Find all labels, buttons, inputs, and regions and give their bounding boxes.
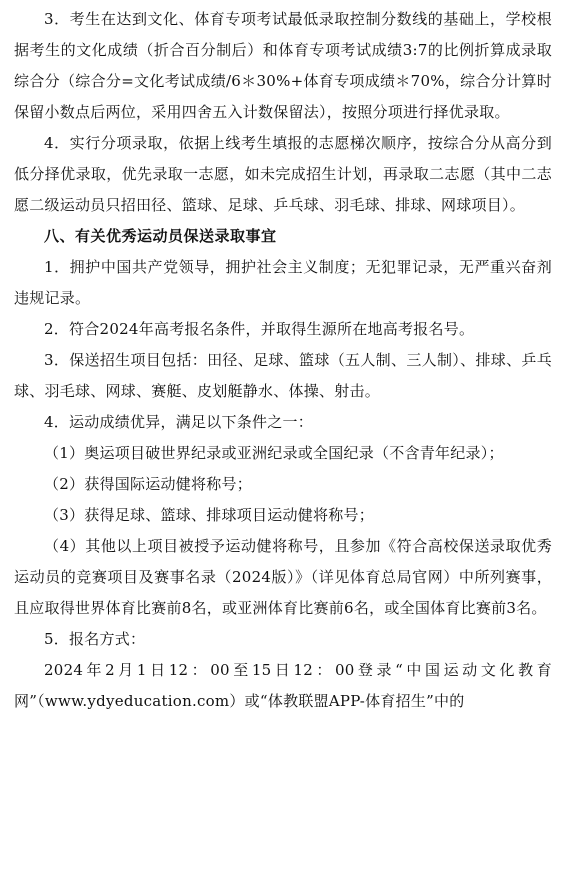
paragraph-political-requirement: 1．拥护中国共产党领导，拥护社会主义制度；无犯罪记录，无严重兴奋剂违规记录。 xyxy=(14,258,552,307)
paragraph-admission-score-rule: 3．考生在达到文化、体育专项考试最低录取控制分数线的基础上，学校根据考生的文化成绩（折合百分制后）和体育专项考试成绩3:7的比例折算成录取综合分（综合分=文化考试成绩/6＊30%+体育专项成绩＊70%，综合分计算时保留小数点后两位，采用四舍五入计数保留法），按照分项进行择优录取。 xyxy=(14,10,552,121)
paragraph-registration-details: 2024年2月1日12：00至15日12：00登录“中国运动文化教育网”（www.ydyeducation.com）或“体教联盟APP-体育招生”中的 xyxy=(14,661,552,710)
paragraph-performance-conditions: 4．运动成绩优异，满足以下条件之一： xyxy=(44,413,314,431)
list-item-condition-4: （4）其他以上项目被授予运动健将称号，且参加《符合高校保送录取优秀运动员的竞赛项目及赛事名录（2024版）》（详见体育总局官网）中所列赛事，且应取得世界体育比赛前8名，或亚洲体育比赛前6名，或全国体育比赛前3名。 xyxy=(14,537,552,617)
paragraph-registration-method: 5．报名方式： xyxy=(44,630,146,648)
paragraph-category-admission: 4．实行分项录取，依据上线考生填报的志愿梯次顺序，按综合分从高分到低分择优录取，优先录取一志愿，如未完成招生计划，再录取二志愿（其中二志愿二级运动员只招田径、篮球、足球、乒乓球、羽毛球、排球、网球项目）。 xyxy=(14,134,552,214)
paragraph-sports-events: 3．保送招生项目包括：田径、足球、篮球（五人制、三人制）、排球、乒乓球、羽毛球、网球、赛艇、皮划艇静水、体操、射击。 xyxy=(14,351,552,400)
list-item-condition-3: （3）获得足球、篮球、排球项目运动健将称号； xyxy=(44,506,375,524)
list-item-condition-2: （2）获得国际运动健将称号； xyxy=(44,475,253,493)
list-item-condition-1: （1）奥运项目破世界纪录或亚洲纪录或全国纪录（不含青年纪录）； xyxy=(44,444,504,462)
paragraph-exam-registration: 2．符合2024年高考报名条件，并取得生源所在地高考报名号。 xyxy=(44,320,475,338)
section-heading-athlete-recommendation: 八、有关优秀运动员保送录取事宜 xyxy=(44,227,277,245)
